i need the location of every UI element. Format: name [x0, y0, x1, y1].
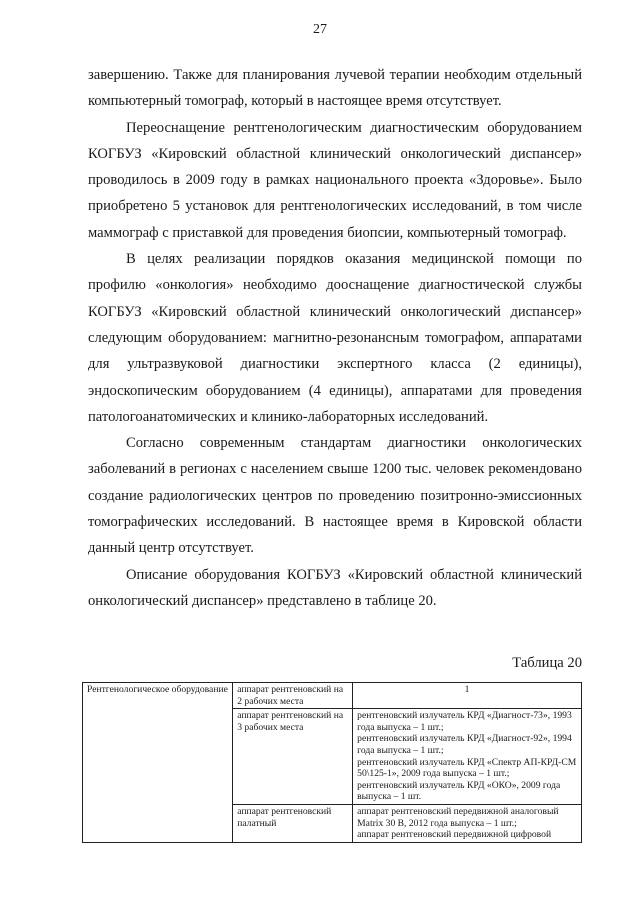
details-cell	[353, 804, 582, 842]
details-cell	[353, 709, 582, 805]
body-text	[88, 62, 582, 614]
paragraph: В целях реализации порядков оказания медицинской помощи по профилю «онкология» необходимо дооснащение диагностической службы КОГБУЗ «Кировский областной клинический онкологический диспансер» следующим оборудованием: магнитно-резонансным томографом, аппаратами для ультразвуковой диагностики экспертного класса (2 единицы), эндоскопическим оборудованием (4 единицы), аппаратами для проведения патологоанатомических и клинико-лабораторных исследований.	[88, 251, 582, 425]
details-cell	[353, 683, 582, 709]
table-row	[83, 683, 582, 709]
device-cell: аппарат рентгеновский на 2 рабочих места	[233, 683, 353, 709]
details-line: 1	[464, 684, 470, 695]
device-cell: аппарат рентгеновский на 3 рабочих места	[233, 709, 353, 805]
table-caption: Таблица 20	[512, 655, 582, 671]
device-cell: аппарат рентгеновский палатный	[233, 804, 353, 842]
details-line: рентгеновский излучатель КРД «Диагност-92», 1994 года выпуска – 1 шт.;	[357, 733, 572, 756]
paragraph: Переоснащение рентгенологическим диагностическим оборудованием КОГБУЗ «Кировский областной клинический онкологический диспансер» проводилось в 2009 году в рамках национального проекта «Здоровье». Было приобретено 5 установок для рентгенологических исследований, в том числе маммограф с приставкой для проведения биопсии, компьютерный томограф.	[88, 119, 582, 241]
page-number: 27	[313, 22, 327, 37]
details-line: рентгеновский излучатель КРД «ОКО», 2009 года выпуска – 1 шт.	[357, 779, 561, 803]
paragraph: Согласно современным стандартам диагностики онкологических заболеваний в регионах с населением свыше 1200 тыс. человек рекомендовано создание радиологических центров по проведению позитронно-эмиссионных томографических исследований. В настоящее время в Кировской области данный центр отсутствует.	[88, 435, 582, 557]
details-line: рентгеновский излучатель КРД «Диагност-73», 1993 года выпуска – 1 шт.;	[357, 710, 572, 733]
details-line: рентгеновский излучатель КРД «Спектр АП-КРД-СМ 50\125-1», 2009 года выпуска – 1 шт.;	[357, 756, 577, 780]
category-cell: Рентгенологическое оборудование	[83, 683, 233, 843]
equipment-table	[82, 682, 582, 843]
paragraph: Описание оборудования КОГБУЗ «Кировский областной клинический онкологический диспансер» представлено в таблице 20.	[88, 566, 582, 609]
paragraph: завершению. Также для планирования лучевой терапии необходим отдельный компьютерный томограф, который в настоящее время отсутствует.	[88, 67, 582, 110]
details-line: аппарат рентгеновский передвижной цифровой	[357, 829, 552, 841]
details-line: аппарат рентгеновский передвижной аналоговый Matrix 30 B, 2012 года выпуска – 1 шт.;	[357, 805, 559, 829]
